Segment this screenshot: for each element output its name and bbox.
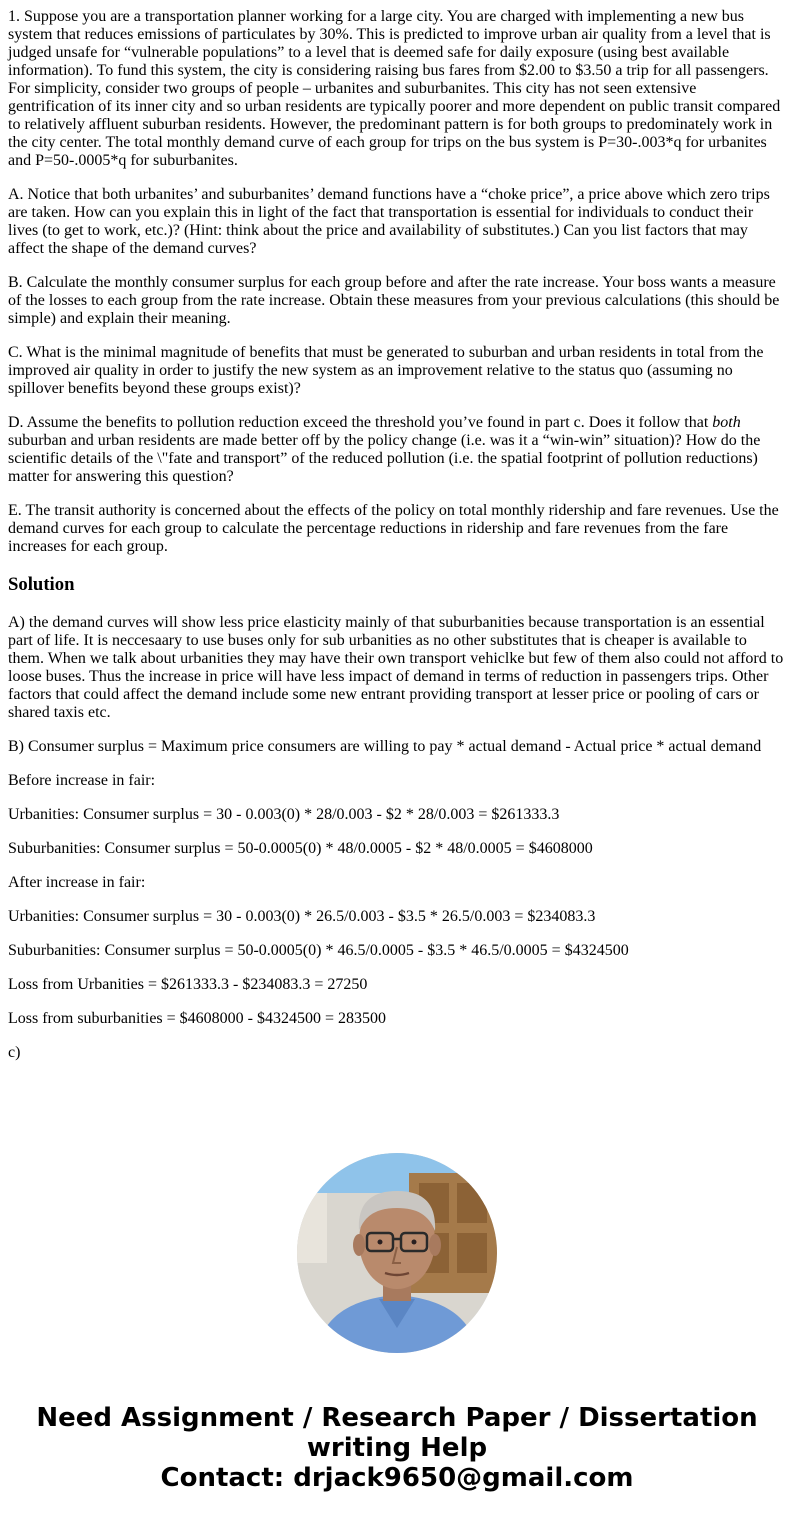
part-d-text-after: suburban and urban residents are made better off by the policy change (i.e. was it a “win-win” situation)? How do the scientific details of the \"fate and transport” of the reduced pollution (i.e. the spatial footprint of pollution reductions) matter for answering this question? — [8, 432, 761, 485]
question-part-d — [8, 414, 786, 486]
after-increase-label: After increase in fair: — [8, 874, 146, 891]
promo-line-2: writing Help — [306, 1433, 488, 1463]
promo-line-1: Need Assignment / Research Paper / Dissertation — [36, 1403, 758, 1433]
solution-c: c) — [8, 1044, 21, 1061]
solution-a: A) the demand curves will show less price elasticity mainly of that suburbanities because transportation is an essential part of life. It is neccesaary to use buses only for sub urbanities as no other substitutes that is cheaper is available to them. When we talk about urbanities they may have their own transport vehiclke but few of them also could not afford to loose buses. Thus the increase in price will have less impact of demand in terms of reduction in passengers trips. Other factors that could affect the demand include some new entrant providing transport at lesser price or pooling of cars or shared taxis etc. — [8, 614, 784, 721]
promo-contact-line: Contact: drjack9650@gmail.com — [160, 1463, 634, 1493]
question-intro: 1. Suppose you are a transportation planner working for a large city. You are charged with implementing a new bus system that reduces emissions of particulates by 30%. This is predicted to improve urban air quality from a level that is judged unsafe for “vulnerable populations” to a level that is deemed safe for daily exposure (using best available information). To fund this system, the city is considering raising bus fares from $2.00 to $3.50 a trip for all passengers. For simplicity, consider two groups of people – urbanites and suburbanites. This city has not seen extensive gentrification of its inner city and so urban residents are typically poorer and more dependent on public transit compared to relatively affluent suburban residents. However, the predominant pattern is for both groups to predominately work in the city center. The total monthly demand curve of each group for trips on the bus system is P=30-.003*q for urbanites and P=50-.0005*q for suburbanites. — [8, 8, 781, 169]
tutor-portrait-image — [297, 1153, 497, 1353]
solution-heading: Solution — [8, 574, 75, 595]
part-d-text-before: D. Assume the benefits to pollution reduction exceed the threshold you’ve found in part c. Does it follow that — [8, 414, 713, 431]
before-increase-label: Before increase in fair: — [8, 772, 156, 789]
before-urban-surplus: Urbanities: Consumer surplus = 30 - 0.003(0) * 28/0.003 - $2 * 28/0.003 = $261333.3 — [8, 806, 560, 823]
question-part-e: E. The transit authority is concerned about the effects of the policy on total monthly ridership and fare revenues. Use the demand curves for each group to calculate the percentage reductions in ridership and fare revenues from the fare increases for each group. — [8, 502, 779, 555]
question-part-b: B. Calculate the monthly consumer surplus for each group before and after the rate increase. Your boss wants a measure of the losses to each group from the rate increase. Obtain these measures from your previous calculations (this should be simple) and explain their meaning. — [8, 274, 780, 327]
part-d-emphasis: both — [712, 414, 741, 431]
question-part-c: C. What is the minimal magnitude of benefits that must be generated to suburban and urban residents in total from the improved air quality in order to justify the new system as an improvement relative to the status quo (assuming no spillover benefits beyond these groups exist)? — [8, 344, 764, 397]
solution-b: B) Consumer surplus = Maximum price consumers are willing to pay * actual demand - Actual price * actual demand — [8, 738, 762, 755]
document-body — [8, 0, 786, 1078]
loss-suburban: Loss from suburbanities = $4608000 - $4324500 = 283500 — [8, 1010, 387, 1027]
after-suburban-surplus: Suburbanities: Consumer surplus = 50-0.0005(0) * 46.5/0.0005 - $3.5 * 46.5/0.0005 = $4324500 — [8, 942, 629, 959]
tutor-avatar — [297, 1153, 497, 1353]
question-part-a: A. Notice that both urbanites’ and suburbanites’ demand functions have a “choke price”, a price above which zero trips are taken. How can you explain this in light of the fact that transportation is essential for individuals to conduct their lives (to get to work, etc.)? (Hint: think about the price and availability of substitutes.) Can you list factors that may affect the shape of the demand curves? — [8, 186, 770, 257]
loss-urban: Loss from Urbanities = $261333.3 - $234083.3 = 27250 — [8, 976, 368, 993]
before-suburban-surplus: Suburbanities: Consumer surplus = 50-0.0005(0) * 48/0.0005 - $2 * 48/0.0005 = $4608000 — [8, 840, 593, 857]
after-urban-surplus: Urbanities: Consumer surplus = 30 - 0.003(0) * 26.5/0.003 - $3.5 * 26.5/0.003 = $234083.3 — [8, 908, 596, 925]
promo-banner — [0, 1403, 794, 1493]
